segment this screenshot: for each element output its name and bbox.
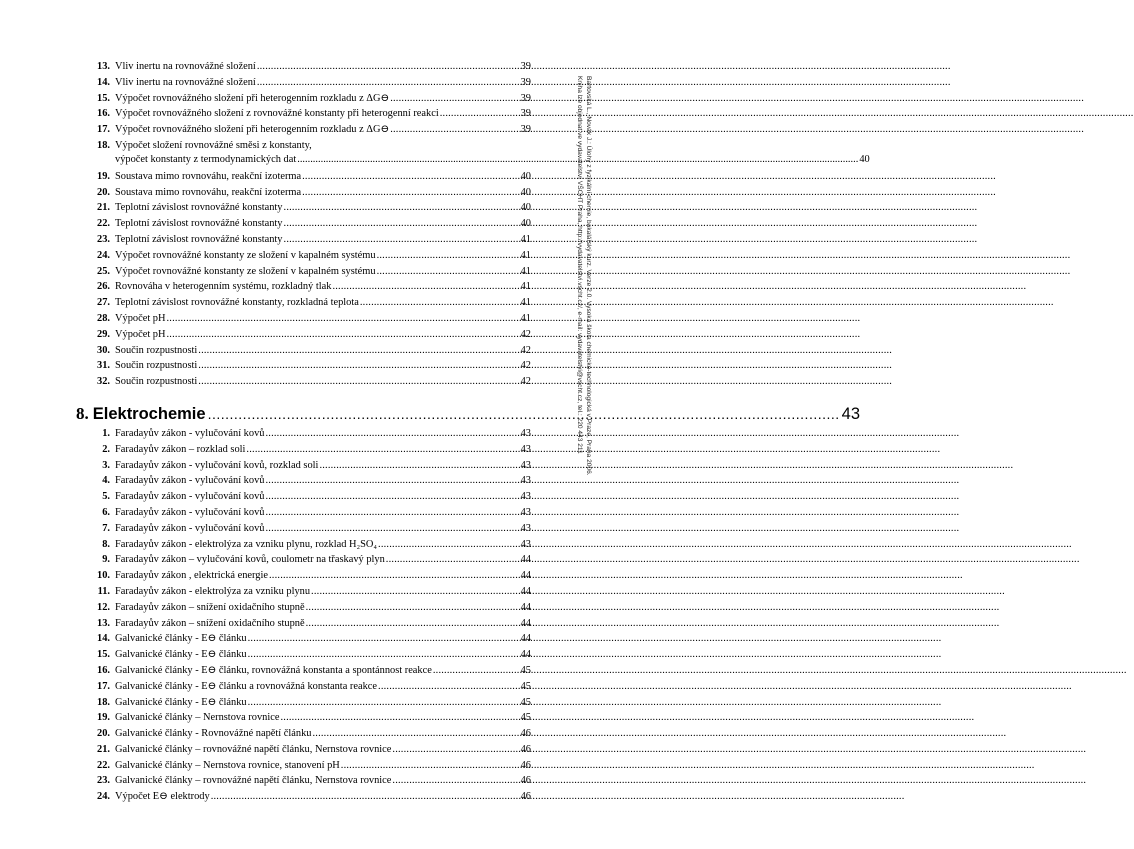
toc-leader-dots — [284, 216, 520, 232]
toc-entry — [76, 773, 531, 789]
toc-entry — [76, 185, 531, 201]
toc-entry-page: 44 — [520, 585, 531, 597]
toc-entry — [76, 327, 531, 343]
toc-entry — [76, 489, 531, 505]
toc-entry-title: Faradayův zákon – snížení oxidačního stupně — [115, 601, 305, 613]
toc-entry-title: Galvanické články – Nernstova rovnice — [115, 712, 280, 724]
toc-entry — [76, 343, 531, 359]
toc-entry — [76, 584, 531, 600]
toc-entry-title: Výpočet rovnovážného složení z rovnovážné konstanty při heterogenní reakci — [115, 108, 439, 120]
toc-entry-title: Faradayův zákon - vylučování kovů — [115, 427, 265, 439]
toc-entry-number: 28. — [97, 312, 110, 324]
toc-leader-dots — [248, 647, 520, 663]
toc-entry-page: 39 — [520, 61, 531, 72]
toc-entry-number: 13. — [97, 617, 110, 629]
toc-entry-number: 15. — [97, 649, 110, 661]
toc-entry — [76, 616, 531, 632]
toc-entry-title: Galvanické články – Nernstova rovnice, stanovení pH — [115, 759, 340, 771]
toc-leader-dots — [392, 773, 519, 789]
toc-entry-number: 26. — [97, 281, 110, 293]
toc-entry-number: 19. — [97, 170, 110, 182]
toc-entry — [76, 311, 531, 327]
toc-entry-page: 44 — [520, 649, 531, 661]
toc-entry-page: 40 — [520, 218, 531, 230]
toc-entry-title: Faradayův zákon – snížení oxidačního stupně — [115, 617, 305, 629]
toc-entry — [76, 358, 531, 374]
toc-entry — [76, 458, 531, 474]
toc-leader-dots — [284, 232, 520, 248]
toc-leader-dots — [377, 248, 520, 264]
toc-entry-title: Galvanické články - E⊖ článku a rovnovážná konstanta reakce — [115, 680, 378, 692]
toc-leader-dots — [306, 600, 520, 616]
toc-entry — [76, 568, 531, 584]
toc-entry — [76, 521, 531, 537]
toc-leader-dots — [377, 264, 520, 280]
toc-entry-page: 42 — [520, 376, 531, 388]
toc-entry — [76, 631, 531, 647]
toc-leader-dots — [198, 374, 519, 390]
toc-entry-number: 6. — [102, 506, 110, 518]
toc-entry-page: 45 — [520, 712, 531, 724]
toc-leader-dots — [211, 789, 520, 805]
toc-entry-title: Výpočet E⊖ elektrody — [115, 791, 210, 803]
toc-entry-title: Soustava mimo rovnováhu, reakční izoterma — [115, 186, 302, 198]
toc-leader-dots — [269, 568, 520, 584]
toc-entry-page: 43 — [520, 538, 531, 550]
toc-entry — [76, 726, 531, 742]
toc-leader-dots — [265, 473, 519, 489]
sidebar-citation — [575, 76, 592, 476]
toc-entry-title: Soustava mimo rovnováhu, reakční izoterma — [115, 170, 302, 182]
toc-leader-dots — [284, 200, 520, 216]
toc-entry-number: 17. — [97, 680, 110, 692]
toc-entry-title: Teplotní závislost rovnovážné konstanty — [115, 202, 283, 214]
toc-entry-page: 42 — [520, 344, 531, 356]
toc-entry-page: 46 — [520, 775, 531, 787]
toc-entry-page: 43 — [520, 491, 531, 503]
toc-section-middle — [76, 169, 531, 390]
toc-entry-number: 20. — [97, 728, 110, 740]
toc-entry-number: 31. — [97, 360, 110, 372]
toc-leader-dots — [246, 442, 519, 458]
toc-entry — [76, 169, 531, 185]
toc-entry — [76, 679, 531, 695]
toc-entry-page: 44 — [520, 601, 531, 613]
toc-entry-title: Výpočet pH — [115, 312, 166, 324]
toc-entry-title: Galvanické články - Rovnovážné napětí článku — [115, 728, 312, 740]
toc-entry-title: Galvanické články – rovnovážné napětí článku, Nernstova rovnice — [115, 775, 392, 787]
toc-leader-dots — [390, 122, 519, 138]
toc-entry-number: 16. — [97, 664, 110, 676]
toc-entry — [76, 426, 531, 442]
toc-leader-dots — [302, 169, 519, 185]
toc-entry-page: 42 — [520, 360, 531, 372]
toc-entry-page: 43 — [520, 506, 531, 518]
toc-entry — [76, 695, 531, 711]
toc-entry-number: 17. — [97, 124, 110, 136]
toc-entry-title: Faradayův zákon – vylučování kovů, coulometr na třaskavý plyn — [115, 554, 385, 566]
toc-leader-dots — [360, 295, 520, 311]
toc-leader-dots — [198, 343, 519, 359]
toc-entry-title-line1: Výpočet složení rovnovážné směsi z konstanty, — [115, 139, 312, 151]
toc-entry-title: Teplotní závislost rovnovážné konstanty — [115, 233, 283, 245]
chapter-page: 43 — [841, 404, 861, 423]
toc-entry-page: 45 — [520, 664, 531, 676]
toc-entry-page: 39 — [520, 108, 531, 120]
toc-entry-page: 41 — [520, 265, 531, 277]
toc-entry-title: Galvanické články - E⊖ článku — [115, 633, 247, 645]
toc-entry-title: Galvanické články – rovnovážné napětí článku, Nernstova rovnice — [115, 743, 392, 755]
toc-entry — [76, 248, 531, 264]
toc-entry-page: 39 — [520, 92, 531, 104]
toc-entry-number: 12. — [97, 601, 110, 613]
toc-leader-dots — [248, 631, 520, 647]
toc-entry-number: 21. — [97, 743, 110, 755]
toc-leader-dots — [302, 185, 519, 201]
toc-entry-title: Faradayův zákon - vylučování kovů — [115, 522, 265, 534]
toc-leader-dots — [265, 489, 519, 505]
toc-entry-title: Součin rozpustnosti — [115, 360, 198, 372]
toc-entry-number: 30. — [97, 344, 110, 356]
toc-entry-title: Faradayův zákon - vylučování kovů — [115, 491, 265, 503]
toc-leader-dots — [390, 91, 519, 107]
toc-entry-title: Galvanické články - E⊖ článku — [115, 649, 247, 661]
toc-entry-title: Teplotní závislost rovnovážné konstanty — [115, 218, 283, 230]
toc-entry-number: 3. — [102, 459, 110, 471]
toc-entry-page: 46 — [520, 728, 531, 740]
toc-entry-page: 46 — [520, 791, 531, 803]
toc-entry-page: 45 — [520, 696, 531, 708]
toc-entry-page: 45 — [520, 680, 531, 692]
toc-entry — [76, 552, 531, 568]
toc-entry-number: 32. — [97, 376, 110, 388]
toc-leader-dots — [319, 458, 519, 474]
toc-entry-title: Faradayův zákon - vylučování kovů — [115, 506, 265, 518]
toc-leader-dots — [386, 552, 520, 568]
toc-leader-dots — [332, 279, 519, 295]
toc-entry-page: 39 — [520, 124, 531, 136]
toc-leader-dots — [167, 327, 520, 343]
toc-entry-page: 41 — [520, 249, 531, 261]
toc-entry-number: 20. — [97, 186, 110, 198]
toc-entry-title: Vliv inertu na rovnovážné složení — [115, 61, 256, 72]
toc-entry-number: 24. — [97, 249, 110, 261]
toc-entry-number: 14. — [97, 76, 110, 88]
toc-entry-number: 9. — [102, 554, 110, 566]
toc-entry — [76, 742, 531, 758]
toc-entry-number: 5. — [102, 491, 110, 503]
toc-entry-number: 10. — [97, 570, 110, 582]
toc-leader-dots — [440, 106, 520, 122]
toc-entry-number: 11. — [97, 585, 110, 597]
toc-entry-number: 22. — [97, 759, 110, 771]
toc-entry-title: Galvanické články - E⊖ článku, rovnovážná konstanta a spontánnost reakce — [115, 664, 432, 676]
toc-entry-number: 21. — [97, 202, 110, 214]
toc-entry-title: Galvanické články - E⊖ článku — [115, 696, 247, 708]
toc-leader-dots — [378, 679, 520, 695]
toc-leader-dots — [257, 59, 520, 75]
toc-entry-number: 8. — [102, 538, 110, 550]
toc-entry — [76, 537, 531, 553]
toc-leader-dots — [341, 758, 520, 774]
toc-entry-page: 44 — [520, 570, 531, 582]
toc-entry — [76, 59, 531, 75]
toc-leader-dots — [265, 505, 519, 521]
toc-entry-title: Faradayův zákon - elektrolýza za vzniku plynu — [115, 585, 311, 597]
citation-line-2: Kniha lze objednat ve vydavatelství VŠCHT Praha, http://vydavatelstvi.vscht.cz/, e-mail: vydavatelstvi@vscht.cz, tel.: 220 443 211 — [576, 76, 584, 454]
toc-entry-number: 27. — [97, 297, 110, 309]
toc-entry-page: 43 — [520, 459, 531, 471]
toc-entry-page: 43 — [520, 427, 531, 439]
toc-entry-page: 40 — [520, 170, 531, 182]
toc-leader-dots — [378, 537, 520, 553]
toc-entry-number: 4. — [102, 475, 110, 487]
chapter-title: Elektrochemie — [92, 404, 206, 423]
toc-entry-title: Výpočet rovnovážné konstanty ze složení v kapalném systému — [115, 265, 376, 277]
toc-entry-number: 19. — [97, 712, 110, 724]
toc-leader-dots — [280, 710, 519, 726]
toc-entry — [76, 216, 531, 232]
toc-entry-page: 44 — [520, 633, 531, 645]
toc-entry — [76, 232, 531, 248]
toc-leader-dots — [265, 426, 519, 442]
toc-entry-title: Faradayův zákon , elektrická energie — [115, 570, 268, 582]
toc-entry-page: 43 — [520, 522, 531, 534]
toc-leader-dots — [198, 358, 519, 374]
toc-entry — [76, 663, 531, 679]
toc-entry — [76, 505, 531, 521]
toc-entry-number: 1. — [102, 427, 110, 439]
citation-line-1: Bartovská L., Novák J.: Úlohy z fyzikální chemie, bakalářský kurz. Verze 2.0. Vysoká škola chemicko-technologická v Praze, Praha 2006. — [585, 76, 592, 476]
toc-entry-title: Faradayův zákon - elektrolýza za vzniku plynu, rozklad H₂SO₄ — [115, 538, 378, 550]
toc-entry — [76, 91, 531, 107]
toc-entry — [76, 374, 531, 390]
toc-entry-page: 39 — [520, 76, 531, 88]
toc-entry-page: 41 — [520, 297, 531, 309]
toc-entry-title: Výpočet pH — [115, 328, 166, 340]
toc-entry-title: Faradayův zákon – rozklad soli — [115, 443, 246, 455]
toc-entry-title-line2: výpočet konstanty z termodynamických dat — [115, 154, 297, 166]
toc-entry — [76, 106, 531, 122]
toc-entry-number: 7. — [102, 522, 110, 534]
toc-leader-dots — [311, 584, 520, 600]
toc-entry-page: 44 — [520, 554, 531, 566]
toc-entry-title: Výpočet rovnovážné konstanty ze složení v kapalném systému — [115, 249, 376, 261]
toc-entry-page: 41 — [520, 281, 531, 293]
toc-entry-number: 14. — [97, 633, 110, 645]
toc-entry-page: 43 — [520, 475, 531, 487]
toc-entry-number: 25. — [97, 265, 110, 277]
toc-entry-page: 41 — [520, 312, 531, 324]
toc-entry-title: Výpočet rovnovážného složení při heterogenním rozkladu z ΔG⊖ — [115, 124, 390, 136]
toc-entry-number: 24. — [97, 791, 110, 803]
toc-leader-dots — [265, 521, 519, 537]
toc-leader-dots — [312, 726, 519, 742]
toc-entry — [76, 279, 531, 295]
toc-leader-dots — [257, 75, 520, 91]
chapter-leader-dots — [208, 406, 840, 422]
toc-entry — [76, 473, 531, 489]
toc-leader-dots — [306, 616, 520, 632]
toc-entry-title: Součin rozpustnosti — [115, 376, 198, 388]
toc-entry-page: 43 — [520, 443, 531, 455]
toc-entry-title: Teplotní závislost rovnovážné konstanty, rozkladná teplota — [115, 297, 359, 309]
toc-entry-number: 29. — [97, 328, 110, 340]
toc-entry — [76, 139, 870, 168]
toc-entry — [76, 264, 531, 280]
toc-entry — [76, 600, 531, 616]
toc-entry-title: Faradayův zákon - vylučování kovů, rozklad soli — [115, 459, 319, 471]
toc-entry — [76, 200, 531, 216]
toc-entry-page: 44 — [520, 617, 531, 629]
toc-entry-page: 40 — [859, 154, 870, 166]
toc-entry-number: 18. — [97, 139, 110, 151]
toc-entry-page: 46 — [520, 759, 531, 771]
toc-entry-number: 15. — [97, 92, 110, 104]
toc-entry-title: Faradayův zákon - vylučování kovů — [115, 475, 265, 487]
toc-entry-number: 23. — [97, 233, 110, 245]
toc-leader-dots — [392, 742, 519, 758]
toc-entry-page: 42 — [520, 328, 531, 340]
toc-entry-page: 41 — [520, 233, 531, 245]
toc-entry — [76, 75, 531, 91]
toc-entry-page: 40 — [520, 186, 531, 198]
toc-section-top — [76, 59, 531, 138]
toc-entry-number: 22. — [97, 218, 110, 230]
chapter-number: 8. — [76, 403, 89, 423]
toc-entry-page: 46 — [520, 743, 531, 755]
toc-entry-number: 23. — [97, 775, 110, 787]
toc-entry-number: 13. — [97, 61, 110, 72]
toc-leader-dots — [167, 311, 520, 327]
toc-entry — [76, 295, 531, 311]
toc-entry-page: 40 — [520, 202, 531, 214]
toc-entry-title: Součin rozpustnosti — [115, 344, 198, 356]
chapter-heading — [76, 403, 861, 424]
toc-entry — [76, 647, 531, 663]
toc-section-chapter — [76, 426, 531, 805]
toc-entry — [76, 442, 531, 458]
toc-entry-title: Rovnováha v heterogenním systému, rozkladný tlak — [115, 281, 332, 293]
toc-leader-dots — [433, 663, 520, 679]
toc-entry-title: Výpočet rovnovážného složení při heterogenním rozkladu z ΔG⊖ — [115, 92, 390, 104]
toc-entry — [76, 122, 531, 138]
toc-entry-number: 2. — [102, 443, 110, 455]
toc-entry — [76, 789, 531, 805]
toc-entry-number: 18. — [97, 696, 110, 708]
toc-entry-number: 16. — [97, 108, 110, 120]
toc-leader-dots — [248, 695, 520, 711]
toc-entry — [76, 710, 531, 726]
toc-entry-title: Vliv inertu na rovnovážné složení — [115, 76, 256, 88]
toc-entry — [76, 758, 531, 774]
